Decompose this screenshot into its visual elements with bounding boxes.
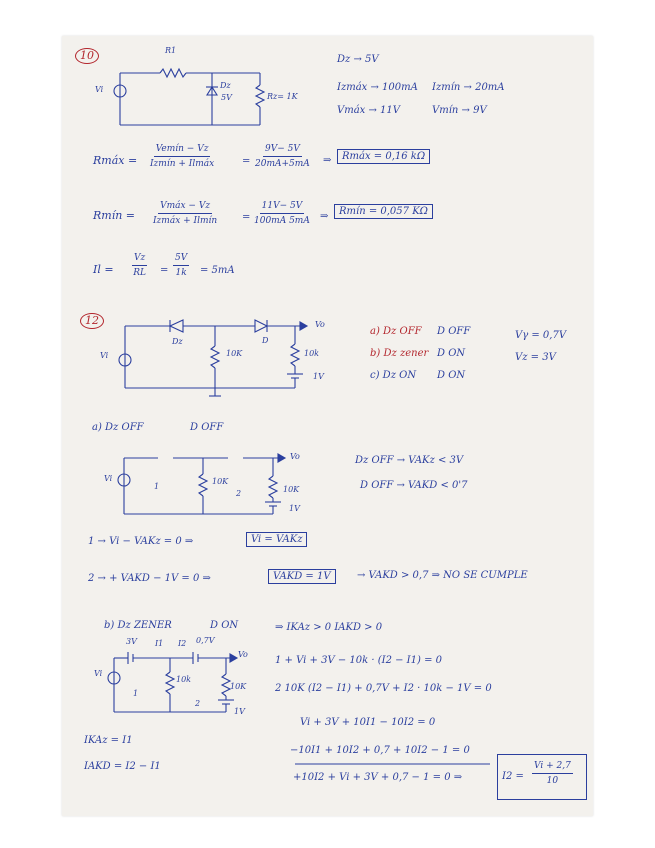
b-i2-label: I2 (178, 639, 187, 648)
a-cond-d: D OFF → VAKD < 0'7 (360, 480, 468, 491)
p12-r2-label: 10k (304, 349, 320, 358)
case-b-label: b) Dz zener (370, 348, 429, 359)
il-result: = 5mA (200, 265, 235, 276)
a-eq1-result: Vi = VAKz (246, 534, 307, 545)
b-title: b) Dz ZENER (104, 620, 172, 631)
b-mesh-2: 2 (195, 699, 201, 708)
b-system-eq1: Vi + 3V + 10I1 − 10I2 = 0 (300, 717, 436, 728)
b-sum-equation: +10I2 + Vi + 3V + 0,7 − 1 = 0 ⇒ (293, 772, 463, 783)
b-i1-label: I1 (155, 639, 164, 648)
rmin-result: Rmín = 0,057 KΩ (334, 206, 433, 217)
b-result-fraction: $\frac{Vi + 2,7}{10}$ (534, 761, 571, 786)
rmin-fraction-1: Vmáx − Vz Izmáx + Ilmín (153, 201, 218, 226)
a-vi-label: Vi (104, 474, 113, 483)
spec-izmax: Izmáx → 100mA (337, 82, 418, 93)
p12-d-label: D (262, 336, 269, 345)
case-b-d: D ON (437, 348, 466, 359)
a-mesh-2: 2 (236, 489, 242, 498)
a-mesh-1: 1 (154, 482, 160, 491)
b-d-state: D ON (210, 620, 239, 631)
spec-izmin: Izmín → 20mA (432, 82, 505, 93)
b-1v-label: 1V (234, 707, 245, 716)
a-eq2-conclusion: → VAKD > 0,7 ⇒ NO SE CUMPLE (357, 570, 528, 581)
rmin-lhs: Rmín = (93, 209, 136, 222)
a-d-state: D OFF (190, 422, 224, 433)
rmax-fraction-1: Vemín − Vz Izmín + Ilmáx (150, 144, 215, 169)
il-equals: = (160, 265, 169, 276)
rmin-equals: = (242, 212, 251, 223)
p12-1v-label: 1V (313, 372, 324, 381)
b-3v-label: 3V (126, 637, 137, 646)
problem-12-circuit (115, 318, 325, 398)
rz-label: Rz= 1K (267, 92, 298, 101)
case-a-label: a) Dz OFF (370, 326, 422, 337)
b-07v-label: 0,7V (196, 636, 215, 645)
il-fraction-1: $\frac{Vz}{RL}$ (133, 253, 146, 278)
vgamma-value: Vγ = 0,7V (515, 330, 567, 341)
b-mesh2-equation: 2 10K (I2 − I1) + 0,7V + I2 · 10k − 1V = 0 (275, 683, 492, 694)
b-r2-label: 10K (230, 682, 247, 691)
vz-value: Vz = 3V (515, 352, 556, 363)
rmin-arrow: ⇒ (320, 211, 329, 222)
il-lhs: Il = (93, 263, 114, 276)
spec-vmin: Vmín → 9V (432, 105, 487, 116)
b-mesh1-equation: 1 + Vi + 3V − 10k · (I2 − I1) = 0 (275, 655, 442, 666)
rmax-lhs: Rmáx = (93, 154, 138, 167)
a-r1-label: 10K (212, 477, 229, 486)
dz-voltage-label: 5V (221, 93, 232, 102)
p12-dz-label: Dz (172, 337, 183, 346)
r1-label: R1 (165, 46, 177, 55)
dz-label: Dz (220, 81, 231, 90)
p12-vo-label: Vo (315, 320, 325, 329)
b-conditions: ⇒ IKAz > 0 IAKD > 0 (275, 622, 383, 633)
a-1v-label: 1V (289, 504, 300, 513)
b-iakd: IAKD = I2 − I1 (84, 761, 161, 772)
a-eq2-result: VAKD = 1V (268, 571, 336, 582)
a-cond-dz: Dz OFF → VAKz < 3V (355, 455, 464, 466)
rmax-arrow: ⇒ (323, 155, 332, 166)
b-ikaz: IKAz = I1 (84, 735, 133, 746)
a-title: a) Dz OFF (92, 422, 144, 433)
rmax-fraction-2: $\frac{9V- 5V}{20mA+5mA}$ (255, 144, 310, 169)
rmax-equals: = (242, 156, 251, 167)
case-a-d: D OFF (437, 326, 471, 337)
rmax-result: Rmáx = 0,16 kΩ (337, 151, 430, 162)
b-vi-label: Vi (94, 669, 103, 678)
il-fraction-2: $\frac{5V}{1k}$ (175, 253, 188, 278)
b-r1-label: 10k (176, 675, 192, 684)
b-system-eq2: −10I1 + 10I2 + 0,7 + 10I2 − 1 = 0 (290, 745, 470, 756)
p12-vi-label: Vi (100, 351, 109, 360)
b-mesh-1: 1 (133, 689, 139, 698)
case-c-label: c) Dz ON (370, 370, 417, 381)
a-eq2: 2 → + VAKD − 1V = 0 ⇒ (88, 573, 211, 584)
a-vo-label: Vo (290, 452, 300, 461)
problem-10-number: 10 (75, 48, 99, 64)
spec-dz: Dz → 5V (337, 54, 379, 65)
b-result-lhs: I2 = (502, 771, 524, 782)
p12-r1-label: 10K (226, 349, 243, 358)
b-sum-rule (295, 762, 495, 766)
rmin-fraction-2: $\frac{11V- 5V}{100mA 5mA}$ (254, 201, 310, 226)
spec-vmax: Vmáx → 11V (337, 105, 400, 116)
b-vo-label: Vo (238, 650, 248, 659)
case-c-d: D ON (437, 370, 466, 381)
problem-12-number: 12 (80, 313, 104, 329)
b-result-box (497, 754, 587, 800)
a-eq1: 1 → Vi − VAKz = 0 ⇒ (88, 536, 194, 547)
vi-label: Vi (95, 85, 104, 94)
a-r2-label: 10K (283, 485, 300, 494)
